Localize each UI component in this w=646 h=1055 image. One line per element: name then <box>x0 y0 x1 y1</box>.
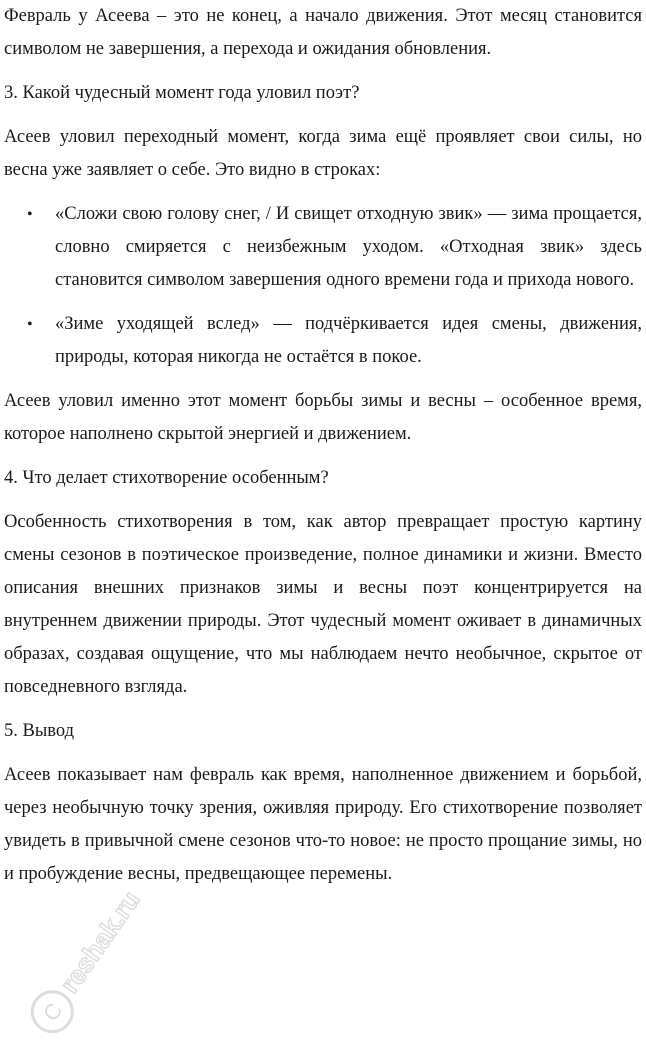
paragraph-transition-moment: Асеев уловил переходный момент, когда зима ещё проявляет свои силы, но весна уже заявляет о себе. Это видно в строках: <box>4 127 642 180</box>
document-page <box>4 0 642 902</box>
section-heading-5: 5. Вывод <box>4 721 75 741</box>
list-item-text: «Зиме уходящей вслед» — подчёркивается идея смены, движения, природы, которая никогда не остаётся в покое. <box>55 314 642 367</box>
watermark-logo <box>0 880 180 1050</box>
bullet-icon: • <box>27 206 33 223</box>
copyright-icon <box>24 984 80 1040</box>
section-heading-3: 3. Какой чудесный момент года уловил поэт? <box>4 83 360 103</box>
watermark-text: reshak.ru <box>54 885 146 999</box>
list-item <box>4 308 642 374</box>
svg-text:C: C <box>37 998 68 1026</box>
paragraph-struggle-moment: Асеев уловил именно этот момент борьбы зимы и весны – особенное время, которое наполнено скрытой энергией и движением. <box>4 391 642 444</box>
paragraph-february-meaning: Февраль у Асеева – это не конец, а начало движения. Этот месяц становится символом не завершения, а перехода и ожидания обновления. <box>4 6 642 59</box>
paragraph-conclusion: Асеев показывает нам февраль как время, наполненное движением и борьбой, через необычную точку зрения, оживляя природу. Его стихотворение позволяет увидеть в привычной смене сезонов что-то новое: не просто прощание зимы, но и пробуждение весны, предвещающее перемены. <box>4 765 642 884</box>
paragraph-poem-feature: Особенность стихотворения в том, как автор превращает простую картину смены сезонов в поэтическое произведение, полное динамики и жизни. Вместо описания внешних признаков зимы и весны поэт концентрируется на внутреннем движении природы. Этот чудесный момент оживает в динамичных образах, создавая ощущение, что мы наблюдаем нечто необычное, скрытое от повседневного взгляда. <box>4 512 642 697</box>
list-item-text: «Сложи свою голову снег, / И свищет отходную звик» — зима прощается, словно смиряется с неизбежным уходом. «Отходная звик» здесь становится символом завершения одного времени года и прихода нового. <box>55 204 642 290</box>
bullet-icon: • <box>27 316 33 333</box>
list-item <box>4 198 642 297</box>
section-heading-4: 4. Что делает стихотворение особенным? <box>4 468 329 488</box>
quote-list <box>4 198 642 374</box>
